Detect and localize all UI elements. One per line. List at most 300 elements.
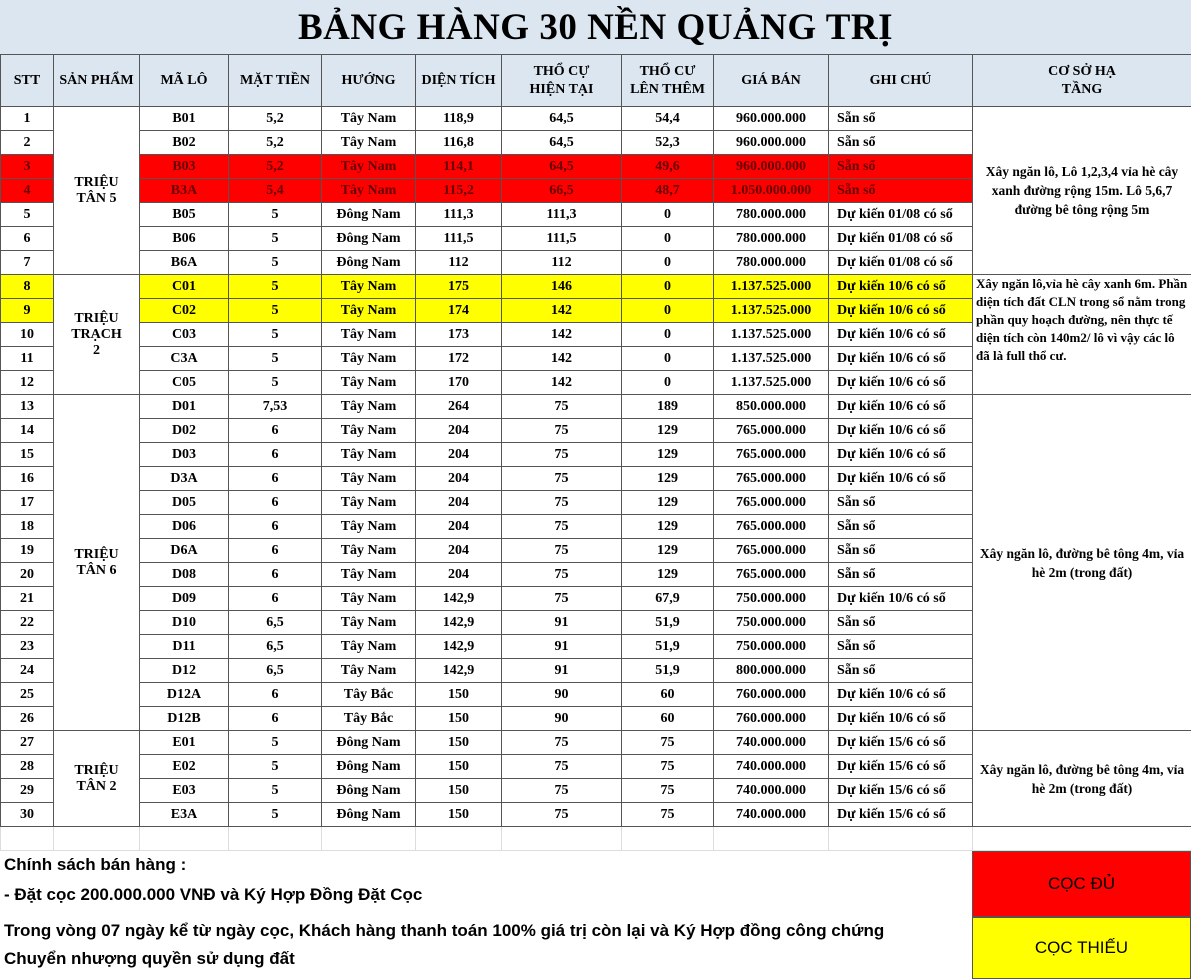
cell-price: 780.000.000	[714, 227, 829, 251]
cell-residential-extra: 0	[622, 299, 714, 323]
policy-transfer: Chuyển nhượng quyền sử dụng đất	[4, 949, 295, 968]
cell-area: 116,8	[416, 131, 502, 155]
empty-cell	[973, 827, 1191, 851]
cell-stt: 18	[1, 515, 54, 539]
cell-residential-extra: 60	[622, 707, 714, 731]
table-row	[1, 275, 1191, 299]
cell-residential-extra: 52,3	[622, 131, 714, 155]
cell-lot-code: D06	[140, 515, 229, 539]
cell-frontage: 6	[229, 587, 322, 611]
cell-direction: Tây Bắc	[322, 683, 416, 707]
cell-stt: 4	[1, 179, 54, 203]
cell-price: 960.000.000	[714, 131, 829, 155]
cell-direction: Đông Nam	[322, 731, 416, 755]
cell-residential-current: 91	[502, 635, 622, 659]
cell-residential-extra: 51,9	[622, 611, 714, 635]
cell-price: 765.000.000	[714, 539, 829, 563]
cell-stt: 22	[1, 611, 54, 635]
cell-area: 172	[416, 347, 502, 371]
cell-residential-current: 142	[502, 323, 622, 347]
cell-residential-current: 142	[502, 371, 622, 395]
cell-price: 765.000.000	[714, 443, 829, 467]
cell-frontage: 5	[229, 347, 322, 371]
empty-cell	[622, 827, 714, 851]
cell-price: 765.000.000	[714, 515, 829, 539]
cell-residential-extra: 189	[622, 395, 714, 419]
cell-direction: Đông Nam	[322, 203, 416, 227]
cell-residential-extra: 54,4	[622, 107, 714, 131]
cell-residential-extra: 0	[622, 251, 714, 275]
cell-frontage: 5,2	[229, 107, 322, 131]
cell-area: 142,9	[416, 587, 502, 611]
header-note: GHI CHÚ	[829, 55, 973, 107]
page-title: BẢNG HÀNG 30 NỀN QUẢNG TRỊ	[0, 0, 1191, 54]
cell-area: 150	[416, 779, 502, 803]
cell-price: 740.000.000	[714, 803, 829, 827]
cell-stt: 10	[1, 323, 54, 347]
cell-residential-extra: 75	[622, 731, 714, 755]
cell-residential-current: 66,5	[502, 179, 622, 203]
cell-residential-extra: 0	[622, 275, 714, 299]
cell-lot-code: D03	[140, 443, 229, 467]
table-row	[1, 107, 1191, 131]
cell-note: Dự kiến 10/6 có sổ	[829, 443, 973, 467]
cell-price: 765.000.000	[714, 467, 829, 491]
cell-price: 765.000.000	[714, 563, 829, 587]
cell-frontage: 5,2	[229, 155, 322, 179]
cell-stt: 3	[1, 155, 54, 179]
cell-direction: Tây Bắc	[322, 707, 416, 731]
cell-note: Sẵn sổ	[829, 539, 973, 563]
cell-note: Dự kiến 10/6 có sổ	[829, 683, 973, 707]
cell-note: Dự kiến 15/6 có sổ	[829, 779, 973, 803]
cell-lot-code: D3A	[140, 467, 229, 491]
cell-residential-current: 75	[502, 755, 622, 779]
cell-note: Dự kiến 10/6 có sổ	[829, 299, 973, 323]
infrastructure-note: Xây ngăn lô, đường bê tông 4m, vỉa hè 2m (trong đất)	[973, 395, 1191, 731]
cell-lot-code: D12A	[140, 683, 229, 707]
cell-residential-current: 75	[502, 515, 622, 539]
cell-price: 750.000.000	[714, 587, 829, 611]
cell-frontage: 6	[229, 419, 322, 443]
cell-note: Sẵn sổ	[829, 515, 973, 539]
cell-area: 264	[416, 395, 502, 419]
cell-area: 150	[416, 803, 502, 827]
cell-lot-code: C01	[140, 275, 229, 299]
cell-lot-code: E3A	[140, 803, 229, 827]
cell-residential-extra: 49,6	[622, 155, 714, 179]
cell-frontage: 6	[229, 491, 322, 515]
cell-note: Sẵn sổ	[829, 491, 973, 515]
cell-price: 800.000.000	[714, 659, 829, 683]
cell-frontage: 5	[229, 251, 322, 275]
cell-residential-current: 91	[502, 611, 622, 635]
cell-residential-current: 75	[502, 779, 622, 803]
cell-area: 142,9	[416, 611, 502, 635]
cell-area: 204	[416, 491, 502, 515]
empty-row	[1, 827, 1191, 851]
cell-stt: 9	[1, 299, 54, 323]
table-row	[1, 731, 1191, 755]
cell-direction: Tây Nam	[322, 299, 416, 323]
cell-residential-extra: 60	[622, 683, 714, 707]
cell-residential-current: 75	[502, 491, 622, 515]
cell-note: Dự kiến 10/6 có sổ	[829, 587, 973, 611]
cell-stt: 23	[1, 635, 54, 659]
cell-area: 150	[416, 707, 502, 731]
cell-frontage: 6	[229, 707, 322, 731]
cell-lot-code: B3A	[140, 179, 229, 203]
cell-area: 112	[416, 251, 502, 275]
cell-price: 760.000.000	[714, 683, 829, 707]
cell-residential-extra: 67,9	[622, 587, 714, 611]
cell-lot-code: C02	[140, 299, 229, 323]
cell-stt: 13	[1, 395, 54, 419]
cell-area: 204	[416, 563, 502, 587]
header-frontage: MẶT TIỀN	[229, 55, 322, 107]
cell-frontage: 5	[229, 299, 322, 323]
cell-frontage: 6,5	[229, 659, 322, 683]
cell-note: Dự kiến 01/08 có sổ	[829, 203, 973, 227]
cell-lot-code: B02	[140, 131, 229, 155]
cell-residential-current: 75	[502, 467, 622, 491]
cell-direction: Tây Nam	[322, 107, 416, 131]
cell-direction: Đông Nam	[322, 227, 416, 251]
cell-residential-extra: 75	[622, 779, 714, 803]
cell-price: 765.000.000	[714, 419, 829, 443]
infrastructure-note: Xây ngăn lô, Lô 1,2,3,4 vỉa hè cây xanh đường rộng 15m. Lô 5,6,7 đường bê tông rộng 5m	[973, 107, 1191, 275]
cell-price: 740.000.000	[714, 731, 829, 755]
policy-payment: Trong vòng 07 ngày kể từ ngày cọc, Khách hàng thanh toán 100% giá trị còn lại và Ký Hợp đồng công chứng	[4, 921, 885, 940]
cell-lot-code: B03	[140, 155, 229, 179]
cell-residential-current: 111,5	[502, 227, 622, 251]
cell-price: 1.137.525.000	[714, 299, 829, 323]
cell-area: 111,3	[416, 203, 502, 227]
product-group: TRIỆU TÂN 2	[54, 731, 140, 827]
cell-direction: Tây Nam	[322, 323, 416, 347]
cell-direction: Tây Nam	[322, 443, 416, 467]
cell-frontage: 5	[229, 323, 322, 347]
cell-direction: Tây Nam	[322, 467, 416, 491]
cell-note: Dự kiến 10/6 có sổ	[829, 347, 973, 371]
cell-stt: 12	[1, 371, 54, 395]
cell-stt: 19	[1, 539, 54, 563]
cell-stt: 26	[1, 707, 54, 731]
cell-stt: 27	[1, 731, 54, 755]
cell-price: 960.000.000	[714, 107, 829, 131]
cell-direction: Đông Nam	[322, 803, 416, 827]
cell-residential-extra: 0	[622, 347, 714, 371]
cell-frontage: 5	[229, 371, 322, 395]
cell-residential-current: 142	[502, 347, 622, 371]
cell-stt: 30	[1, 803, 54, 827]
cell-note: Dự kiến 10/6 có sổ	[829, 395, 973, 419]
cell-note: Dự kiến 15/6 có sổ	[829, 803, 973, 827]
product-group: TRIỆU TÂN 5	[54, 107, 140, 275]
cell-note: Dự kiến 10/6 có sổ	[829, 707, 973, 731]
cell-residential-current: 146	[502, 275, 622, 299]
cell-stt: 28	[1, 755, 54, 779]
cell-frontage: 6	[229, 515, 322, 539]
empty-cell	[229, 827, 322, 851]
cell-residential-current: 64,5	[502, 107, 622, 131]
cell-stt: 16	[1, 467, 54, 491]
cell-area: 114,1	[416, 155, 502, 179]
cell-residential-current: 142	[502, 299, 622, 323]
cell-area: 170	[416, 371, 502, 395]
cell-price: 1.050.000.000	[714, 179, 829, 203]
cell-residential-extra: 129	[622, 491, 714, 515]
cell-lot-code: E01	[140, 731, 229, 755]
product-group: TRIỆU TÂN 6	[54, 395, 140, 731]
cell-area: 118,9	[416, 107, 502, 131]
cell-residential-extra: 0	[622, 227, 714, 251]
cell-lot-code: D6A	[140, 539, 229, 563]
cell-price: 750.000.000	[714, 635, 829, 659]
cell-area: 173	[416, 323, 502, 347]
header-stt: STT	[1, 55, 54, 107]
cell-residential-extra: 129	[622, 515, 714, 539]
cell-residential-current: 75	[502, 539, 622, 563]
cell-frontage: 6	[229, 683, 322, 707]
cell-area: 204	[416, 467, 502, 491]
cell-lot-code: D10	[140, 611, 229, 635]
cell-stt: 29	[1, 779, 54, 803]
cell-area: 204	[416, 539, 502, 563]
cell-lot-code: C3A	[140, 347, 229, 371]
cell-note: Sẵn sổ	[829, 107, 973, 131]
cell-frontage: 7,53	[229, 395, 322, 419]
infrastructure-note: Xây ngăn lô, đường bê tông 4m, vỉa hè 2m (trong đất)	[973, 731, 1191, 827]
empty-cell	[829, 827, 973, 851]
cell-frontage: 6	[229, 563, 322, 587]
product-group: TRIỆU TRẠCH 2	[54, 275, 140, 395]
cell-lot-code: B06	[140, 227, 229, 251]
cell-direction: Tây Nam	[322, 611, 416, 635]
cell-residential-extra: 129	[622, 539, 714, 563]
cell-direction: Đông Nam	[322, 251, 416, 275]
cell-area: 204	[416, 419, 502, 443]
cell-stt: 25	[1, 683, 54, 707]
cell-price: 1.137.525.000	[714, 323, 829, 347]
cell-stt: 1	[1, 107, 54, 131]
cell-residential-extra: 48,7	[622, 179, 714, 203]
cell-lot-code: D02	[140, 419, 229, 443]
cell-lot-code: C05	[140, 371, 229, 395]
header-direction: HƯỚNG	[322, 55, 416, 107]
cell-residential-extra: 129	[622, 563, 714, 587]
cell-price: 780.000.000	[714, 203, 829, 227]
cell-direction: Tây Nam	[322, 587, 416, 611]
cell-direction: Tây Nam	[322, 659, 416, 683]
cell-area: 150	[416, 731, 502, 755]
cell-residential-extra: 0	[622, 203, 714, 227]
cell-price: 780.000.000	[714, 251, 829, 275]
cell-note: Dự kiến 01/08 có sổ	[829, 227, 973, 251]
cell-direction: Tây Nam	[322, 275, 416, 299]
cell-lot-code: B05	[140, 203, 229, 227]
cell-lot-code: D08	[140, 563, 229, 587]
cell-frontage: 5,4	[229, 179, 322, 203]
header-price: GIÁ BÁN	[714, 55, 829, 107]
cell-direction: Tây Nam	[322, 179, 416, 203]
cell-price: 1.137.525.000	[714, 275, 829, 299]
cell-lot-code: E03	[140, 779, 229, 803]
cell-note: Dự kiến 01/08 có sổ	[829, 251, 973, 275]
header-infrastructure: CƠ SỞ HẠ TẦNG	[973, 55, 1191, 107]
table-body	[1, 55, 1191, 851]
cell-residential-current: 64,5	[502, 131, 622, 155]
cell-direction: Tây Nam	[322, 155, 416, 179]
cell-stt: 24	[1, 659, 54, 683]
cell-residential-extra: 75	[622, 803, 714, 827]
cell-direction: Tây Nam	[322, 395, 416, 419]
cell-stt: 21	[1, 587, 54, 611]
empty-cell	[140, 827, 229, 851]
cell-price: 1.137.525.000	[714, 371, 829, 395]
cell-area: 150	[416, 683, 502, 707]
cell-direction: Tây Nam	[322, 347, 416, 371]
cell-lot-code: B01	[140, 107, 229, 131]
cell-stt: 17	[1, 491, 54, 515]
cell-price: 850.000.000	[714, 395, 829, 419]
cell-frontage: 5	[229, 803, 322, 827]
cell-area: 111,5	[416, 227, 502, 251]
cell-frontage: 6	[229, 467, 322, 491]
cell-note: Sẵn sổ	[829, 659, 973, 683]
table-row	[1, 395, 1191, 419]
cell-frontage: 5	[229, 203, 322, 227]
cell-residential-extra: 51,9	[622, 635, 714, 659]
header-residential-current: THỔ CỰ HIỆN TẠI	[502, 55, 622, 107]
cell-frontage: 6,5	[229, 611, 322, 635]
cell-note: Dự kiến 10/6 có sổ	[829, 467, 973, 491]
empty-cell	[322, 827, 416, 851]
cell-price: 1.137.525.000	[714, 347, 829, 371]
cell-lot-code: D05	[140, 491, 229, 515]
cell-frontage: 5	[229, 779, 322, 803]
cell-stt: 14	[1, 419, 54, 443]
cell-lot-code: D12B	[140, 707, 229, 731]
cell-price: 960.000.000	[714, 155, 829, 179]
cell-residential-extra: 0	[622, 323, 714, 347]
cell-area: 142,9	[416, 659, 502, 683]
empty-cell	[714, 827, 829, 851]
cell-price: 750.000.000	[714, 611, 829, 635]
legend-full-deposit: CỌC ĐỦ	[972, 851, 1191, 917]
cell-note: Sẵn sổ	[829, 155, 973, 179]
cell-direction: Tây Nam	[322, 419, 416, 443]
cell-note: Dự kiến 15/6 có sổ	[829, 731, 973, 755]
cell-direction: Đông Nam	[322, 755, 416, 779]
cell-residential-current: 90	[502, 707, 622, 731]
cell-note: Sẵn sổ	[829, 611, 973, 635]
cell-direction: Tây Nam	[322, 563, 416, 587]
cell-lot-code: D11	[140, 635, 229, 659]
cell-note: Dự kiến 10/6 có sổ	[829, 371, 973, 395]
cell-residential-current: 75	[502, 731, 622, 755]
cell-direction: Tây Nam	[322, 515, 416, 539]
cell-direction: Đông Nam	[322, 779, 416, 803]
empty-cell	[502, 827, 622, 851]
header-product: SẢN PHẨM	[54, 55, 140, 107]
cell-lot-code: D09	[140, 587, 229, 611]
policy-deposit: - Đặt cọc 200.000.000 VNĐ và Ký Hợp Đồng Đặt Cọc	[4, 885, 423, 904]
cell-residential-current: 75	[502, 803, 622, 827]
legend-partial-deposit: CỌC THIẾU	[972, 917, 1191, 979]
infrastructure-note: Xây ngăn lô,vỉa hè cây xanh 6m. Phần diện tích đất CLN trong sổ nằm trong phần quy hoạch đường, nên thực tế diện tích còn 140m2/ lô vì vậy các lô đã là full thổ cư.	[973, 275, 1191, 395]
cell-area: 150	[416, 755, 502, 779]
cell-lot-code: D01	[140, 395, 229, 419]
cell-residential-current: 75	[502, 563, 622, 587]
cell-note: Dự kiến 10/6 có sổ	[829, 419, 973, 443]
cell-frontage: 6,5	[229, 635, 322, 659]
cell-stt: 20	[1, 563, 54, 587]
cell-frontage: 5	[229, 275, 322, 299]
cell-stt: 2	[1, 131, 54, 155]
cell-stt: 7	[1, 251, 54, 275]
cell-area: 174	[416, 299, 502, 323]
header-residential-extra: THỔ CƯ LÊN THÊM	[622, 55, 714, 107]
cell-residential-current: 90	[502, 683, 622, 707]
header-row	[1, 55, 1191, 107]
cell-lot-code: B6A	[140, 251, 229, 275]
empty-cell	[416, 827, 502, 851]
header-lot-code: MÃ LÔ	[140, 55, 229, 107]
cell-note: Sẵn sổ	[829, 563, 973, 587]
cell-frontage: 6	[229, 443, 322, 467]
cell-direction: Tây Nam	[322, 371, 416, 395]
cell-residential-current: 64,5	[502, 155, 622, 179]
cell-direction: Tây Nam	[322, 635, 416, 659]
cell-residential-extra: 129	[622, 467, 714, 491]
cell-area: 204	[416, 443, 502, 467]
cell-residential-extra: 75	[622, 755, 714, 779]
cell-area: 175	[416, 275, 502, 299]
cell-note: Dự kiến 10/6 có sổ	[829, 323, 973, 347]
cell-stt: 5	[1, 203, 54, 227]
empty-cell	[1, 827, 54, 851]
cell-frontage: 5	[229, 227, 322, 251]
cell-residential-current: 75	[502, 443, 622, 467]
cell-residential-current: 111,3	[502, 203, 622, 227]
cell-stt: 6	[1, 227, 54, 251]
cell-direction: Tây Nam	[322, 131, 416, 155]
cell-stt: 11	[1, 347, 54, 371]
cell-residential-extra: 0	[622, 371, 714, 395]
cell-note: Sẵn sổ	[829, 635, 973, 659]
cell-lot-code: D12	[140, 659, 229, 683]
cell-residential-current: 75	[502, 419, 622, 443]
empty-cell	[54, 827, 140, 851]
header-area: DIỆN TÍCH	[416, 55, 502, 107]
cell-residential-extra: 129	[622, 443, 714, 467]
cell-frontage: 5	[229, 731, 322, 755]
cell-area: 204	[416, 515, 502, 539]
cell-price: 765.000.000	[714, 491, 829, 515]
cell-note: Dự kiến 10/6 có sổ	[829, 275, 973, 299]
cell-frontage: 5,2	[229, 131, 322, 155]
cell-note: Sẵn sổ	[829, 179, 973, 203]
cell-price: 760.000.000	[714, 707, 829, 731]
cell-note: Sẵn sổ	[829, 131, 973, 155]
sales-policy	[0, 851, 972, 979]
cell-direction: Tây Nam	[322, 491, 416, 515]
inventory-table	[0, 54, 1191, 851]
cell-note: Dự kiến 15/6 có sổ	[829, 755, 973, 779]
cell-lot-code: C03	[140, 323, 229, 347]
cell-direction: Tây Nam	[322, 539, 416, 563]
